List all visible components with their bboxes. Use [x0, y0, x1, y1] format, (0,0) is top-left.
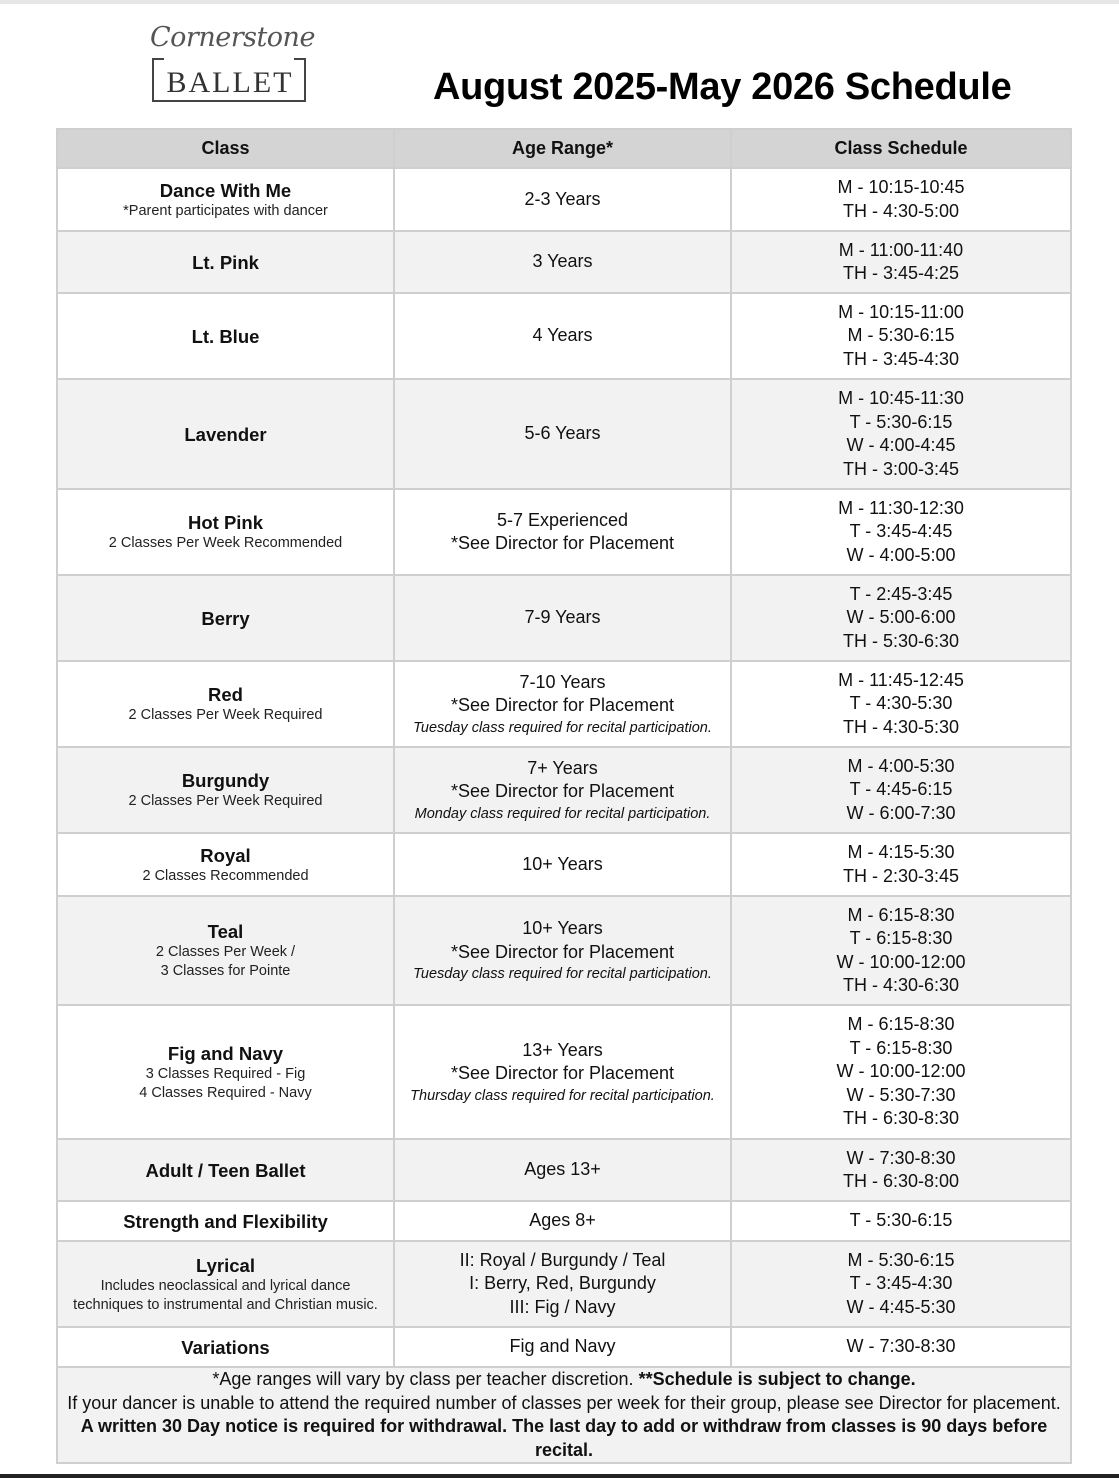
- schedule-time: M - 6:15-8:30: [847, 1014, 955, 1035]
- schedule-time: M - 4:15-5:30: [847, 842, 955, 862]
- class-cell: [57, 575, 394, 661]
- class-subtext: *Parent participates with dancer: [123, 202, 328, 219]
- schedule-cell: [731, 1005, 1071, 1139]
- class-name: Lt. Pink: [192, 251, 259, 273]
- age-range-line: *See Director for Placement: [450, 1063, 675, 1083]
- class-row: [57, 896, 1071, 1005]
- schedule-cell: [731, 1201, 1071, 1241]
- age-range-line: 7-9 Years: [524, 607, 601, 628]
- header-age-range: Age Range*: [394, 129, 731, 168]
- schedule-cell: [731, 833, 1071, 896]
- class-cell: [57, 1201, 394, 1241]
- class-cell: [57, 833, 394, 896]
- class-row: [57, 489, 1071, 575]
- age-range-line: II: Royal / Burgundy / Teal: [459, 1249, 666, 1270]
- age-range-line: 7-10 Years: [519, 671, 606, 692]
- schedule-time: TH - 3:45-4:25: [842, 263, 960, 283]
- class-cell: [57, 168, 394, 231]
- class-subtext: techniques to instrumental and Christian music.: [73, 1296, 378, 1313]
- schedule-time: W - 4:00-5:00: [846, 544, 956, 565]
- schedule-time: T - 4:45-6:15: [849, 779, 953, 800]
- class-subtext: 2 Classes Recommended: [142, 867, 309, 884]
- schedule-time: M - 10:15-10:45: [837, 177, 965, 197]
- schedule-time: M - 11:30-12:30: [838, 497, 964, 518]
- footer-line-1: [62, 1368, 1066, 1392]
- age-range-cell: [394, 1241, 731, 1327]
- schedule-time: M - 10:45-11:30: [838, 388, 964, 408]
- schedule-cell: [731, 379, 1071, 489]
- page-title: August 2025-May 2026 Schedule: [433, 66, 1012, 108]
- class-name: Teal: [207, 921, 244, 942]
- schedule-time: TH - 3:45-4:30: [842, 348, 960, 369]
- schedule-time: TH - 4:30-5:30: [842, 716, 960, 737]
- age-range-line: 7+ Years: [527, 757, 598, 778]
- age-range-line: I: Berry, Red, Burgundy: [469, 1273, 656, 1294]
- schedule-time: TH - 4:30-6:30: [842, 975, 960, 995]
- schedule-time: W - 10:00-12:00: [836, 951, 966, 972]
- age-range-line: Ages 8+: [529, 1210, 596, 1231]
- age-range-cell: [394, 575, 731, 661]
- age-range-cell: [394, 1005, 731, 1139]
- age-range-cell: [394, 379, 731, 489]
- class-subtext: 2 Classes Per Week Recommended: [108, 535, 343, 551]
- recital-note: Tuesday class required for recital participation.: [413, 966, 712, 982]
- schedule-cell: [731, 747, 1071, 833]
- class-cell: [57, 379, 394, 489]
- age-range-line: Fig and Navy: [509, 1336, 616, 1357]
- schedule-time: T - 6:15-8:30: [849, 928, 953, 948]
- age-range-line: 10+ Years: [522, 918, 603, 938]
- age-range-cell: [394, 833, 731, 896]
- class-row: [57, 1241, 1071, 1327]
- schedule-cell: [731, 231, 1071, 293]
- schedule-cell: [731, 1327, 1071, 1367]
- class-row: [57, 379, 1071, 489]
- class-cell: [57, 489, 394, 575]
- age-range-line: *See Director for Placement: [450, 781, 675, 801]
- age-range-cell: [394, 896, 731, 1005]
- age-range-cell: [394, 1201, 731, 1241]
- footer-line-3: A written 30 Day notice is required for withdrawal. The last day to add or withdraw from classes is 90 days before recital.: [80, 1416, 1048, 1460]
- schedule-time: W - 4:45-5:30: [846, 1296, 956, 1317]
- age-range-cell: [394, 1327, 731, 1367]
- schedule-time: W - 6:00-7:30: [846, 802, 956, 823]
- schedule-time: TH - 5:30-6:30: [842, 630, 960, 651]
- class-cell: [57, 293, 394, 379]
- schedule-time: M - 5:30-6:15: [847, 1249, 955, 1270]
- class-row: [57, 1005, 1071, 1139]
- schedule-rows: [57, 168, 1071, 1367]
- age-range-line: *See Director for Placement: [450, 533, 675, 553]
- schedule-time: TH - 6:30-8:00: [842, 1171, 960, 1191]
- class-name: Red: [208, 684, 243, 705]
- schedule-time: W - 5:30-7:30: [846, 1084, 956, 1105]
- age-range-cell: [394, 293, 731, 379]
- class-cell: [57, 1327, 394, 1367]
- cornerstone-ballet-logo: [150, 18, 315, 106]
- class-cell: [57, 747, 394, 833]
- class-row: [57, 1139, 1071, 1201]
- class-subtext: 4 Classes Required - Navy: [139, 1084, 312, 1101]
- age-range-line: 3 Years: [532, 251, 593, 272]
- schedule-cell: [731, 293, 1071, 379]
- age-range-line: 2-3 Years: [524, 188, 601, 209]
- class-cell: [57, 231, 394, 293]
- schedule-time: T - 6:15-8:30: [849, 1037, 953, 1058]
- top-border: [0, 0, 1119, 4]
- age-range-line: 4 Years: [532, 325, 593, 346]
- class-subtext: 3 Classes for Pointe: [160, 963, 291, 979]
- schedule-time: T - 5:30-6:15: [849, 411, 953, 432]
- class-name: Strength and Flexibility: [123, 1210, 328, 1232]
- schedule-time: T - 2:45-3:45: [849, 583, 953, 604]
- schedule-time: M - 10:15-11:00: [838, 301, 964, 322]
- recital-note: Monday class required for recital participation.: [414, 805, 711, 822]
- age-range-line: 10+ Years: [522, 853, 603, 874]
- class-row: [57, 168, 1071, 231]
- schedule-cell: [731, 896, 1071, 1005]
- class-name: Adult / Teen Ballet: [145, 1159, 306, 1181]
- logo-ballet-text: BALLET: [166, 66, 294, 99]
- class-row: [57, 1327, 1071, 1367]
- class-name: Burgundy: [181, 770, 270, 791]
- schedule-time: T - 3:45-4:45: [849, 521, 953, 542]
- logo-script-text: Cornerstone: [150, 22, 315, 53]
- schedule-time: W - 7:30-8:30: [846, 1336, 956, 1357]
- class-row: [57, 293, 1071, 379]
- schedule-cell: [731, 489, 1071, 575]
- schedule-time: TH - 2:30-3:45: [842, 865, 960, 886]
- class-subtext: 3 Classes Required - Fig: [145, 1065, 306, 1082]
- schedule-time: M - 11:45-12:45: [838, 669, 964, 690]
- class-subtext: 2 Classes Per Week Required: [128, 793, 323, 809]
- class-name: Berry: [201, 607, 250, 629]
- footer-change-note: **Schedule is subject to change.: [638, 1369, 916, 1389]
- header-row: [57, 129, 1071, 168]
- class-subtext: 2 Classes Per Week Required: [128, 707, 323, 723]
- schedule-time: W - 10:00-12:00: [836, 1061, 966, 1082]
- class-subtext: 2 Classes Per Week /: [155, 944, 296, 960]
- schedule-time: TH - 3:00-3:45: [842, 458, 960, 479]
- schedule-time: T - 4:30-5:30: [849, 693, 953, 714]
- class-name: Variations: [181, 1336, 270, 1358]
- schedule-time: TH - 6:30-8:30: [842, 1108, 960, 1129]
- header-class: Class: [57, 129, 394, 168]
- age-range-line: 5-7 Experienced: [496, 509, 629, 530]
- schedule-time: TH - 4:30-5:00: [842, 200, 960, 221]
- class-row: [57, 661, 1071, 747]
- schedule-time: W - 5:00-6:00: [846, 607, 956, 628]
- footer-row: [57, 1367, 1071, 1463]
- age-range-line: 5-6 Years: [524, 423, 601, 444]
- footer-age-note: *Age ranges will vary by class per teacher discretion.: [212, 1369, 639, 1389]
- bottom-border: [0, 1474, 1119, 1478]
- class-cell: [57, 896, 394, 1005]
- age-range-cell: [394, 231, 731, 293]
- class-cell: [57, 1139, 394, 1201]
- footer-notes: [57, 1367, 1071, 1463]
- schedule-time: W - 4:00-4:45: [846, 435, 956, 455]
- age-range-cell: [394, 661, 731, 747]
- class-subtext: Includes neoclassical and lyrical dance: [100, 1277, 351, 1294]
- class-row: [57, 575, 1071, 661]
- class-row: [57, 231, 1071, 293]
- age-range-line: *See Director for Placement: [450, 941, 675, 962]
- class-name: Dance With Me: [159, 179, 292, 201]
- schedule-cell: [731, 1139, 1071, 1201]
- class-name: Royal: [200, 844, 251, 866]
- class-cell: [57, 1005, 394, 1139]
- header-class-schedule: Class Schedule: [731, 129, 1071, 168]
- recital-note: Thursday class required for recital participation.: [410, 1087, 715, 1104]
- class-name: Hot Pink: [187, 512, 264, 533]
- schedule-time: T - 5:30-6:15: [849, 1210, 953, 1231]
- age-range-line: *See Director for Placement: [450, 695, 675, 715]
- class-row: [57, 747, 1071, 833]
- age-range-line: 13+ Years: [522, 1039, 603, 1060]
- schedule-table: [56, 128, 1072, 1464]
- class-name: Lyrical: [196, 1254, 255, 1276]
- schedule-time: T - 3:45-4:30: [849, 1273, 953, 1294]
- age-range-line: Ages 13+: [524, 1159, 601, 1180]
- recital-note: Tuesday class required for recital participation.: [413, 719, 712, 736]
- schedule-time: M - 6:15-8:30: [847, 904, 955, 925]
- age-range-line: III: Fig / Navy: [509, 1296, 616, 1317]
- schedule-cell: [731, 661, 1071, 747]
- age-range-cell: [394, 489, 731, 575]
- schedule-time: M - 4:00-5:30: [847, 755, 955, 776]
- schedule-time: M - 11:00-11:40: [838, 239, 964, 260]
- age-range-cell: [394, 1139, 731, 1201]
- age-range-cell: [394, 747, 731, 833]
- class-row: [57, 1201, 1071, 1241]
- class-cell: [57, 1241, 394, 1327]
- age-range-cell: [394, 168, 731, 231]
- schedule-cell: [731, 1241, 1071, 1327]
- schedule-time: M - 5:30-6:15: [847, 325, 955, 346]
- class-row: [57, 833, 1071, 896]
- footer-line-2: If your dancer is unable to attend the required number of classes per week for their group, please see Director for placement.: [67, 1392, 1061, 1413]
- class-name: Fig and Navy: [167, 1042, 284, 1064]
- class-cell: [57, 661, 394, 747]
- schedule-cell: [731, 575, 1071, 661]
- class-name: Lavender: [184, 423, 267, 445]
- schedule-time: W - 7:30-8:30: [846, 1147, 956, 1168]
- schedule-cell: [731, 168, 1071, 231]
- class-name: Lt. Blue: [191, 325, 260, 347]
